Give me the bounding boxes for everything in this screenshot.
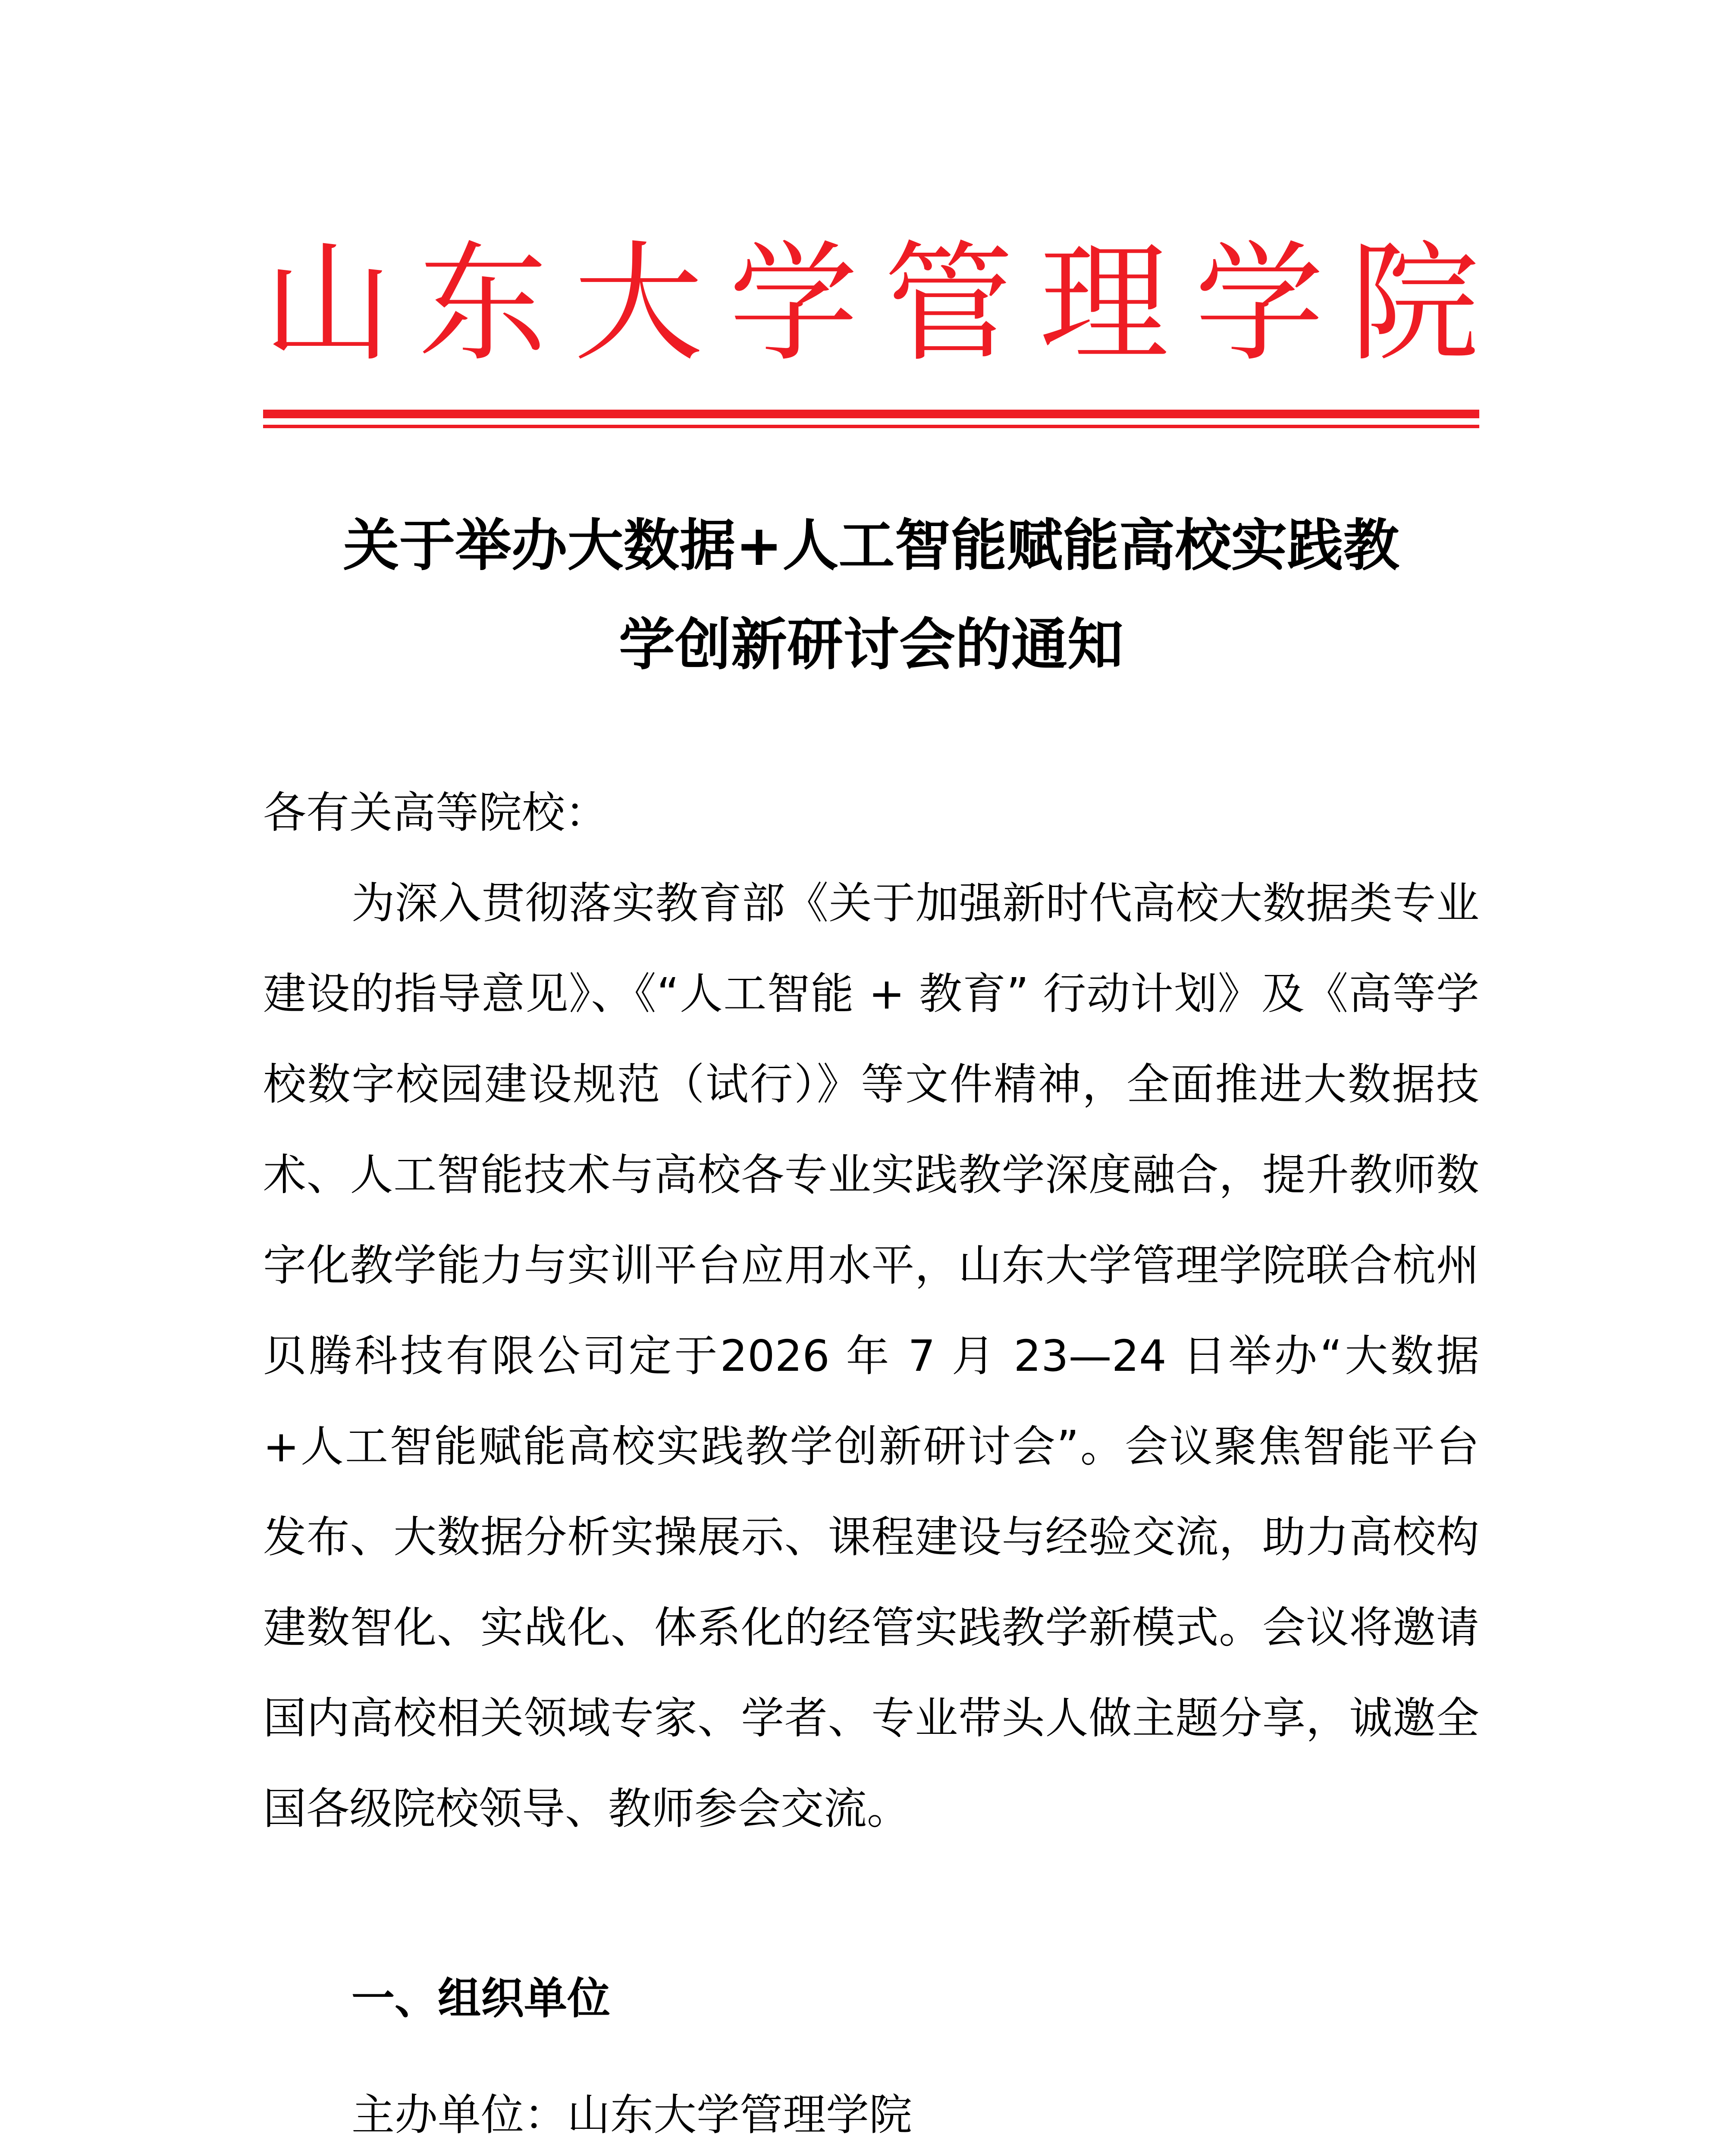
- section-heading-organizers: 一、组织单位: [351, 1973, 610, 2024]
- masthead-rule-thin: [263, 425, 1479, 428]
- masthead-char: 管: [884, 229, 1013, 379]
- document-title-line-1: 关于举办大数据+人工智能赋能高校实践教: [343, 513, 1399, 578]
- masthead-title: [263, 218, 1479, 390]
- masthead-char: 院: [1350, 229, 1479, 379]
- host-organizer: 主办单位：山东大学管理学院: [351, 2090, 912, 2140]
- masthead-char: 东: [418, 229, 548, 379]
- body-paragraph: 为深入贯彻落实教育部《关于加强新时代高校大数据类专业建设的指导意见》、《“人工智能 + 教育” 行动计划》及《高等学校数字校园建设规范（试行）》等文件精神，全面推进大数据技术、人工智能技术与高校各专业实践教学深度融合，提升教师数字化教学能力与实训平台应用水平，山东大学管理学院联合杭州贝腾科技有限公司定于2026 年 7 月 23—24 日举办“大数据+人工智能赋能高校实践教学创新研讨会”。会议聚焦智能平台发布、大数据分析实操展示、课程建设与经验交流，助力高校构建数智化、实战化、体系化的经管实践教学新模式。会议将邀请国内高校相关领域专家、学者、专业带头人做主题分享，诚邀全国各级院校领导、教师参会交流。: [263, 878, 1479, 1834]
- masthead-rule-thick: [263, 410, 1479, 418]
- document-title: [263, 496, 1479, 694]
- document-title-line-2: 学创新研讨会的通知: [618, 612, 1123, 677]
- masthead-char: 山: [263, 229, 392, 379]
- salutation: 各有关高等院校：: [263, 787, 608, 838]
- masthead-char: 学: [729, 229, 858, 379]
- masthead-char: 理: [1039, 229, 1169, 379]
- masthead-char: 学: [1195, 229, 1324, 379]
- masthead-char: 大: [574, 229, 703, 379]
